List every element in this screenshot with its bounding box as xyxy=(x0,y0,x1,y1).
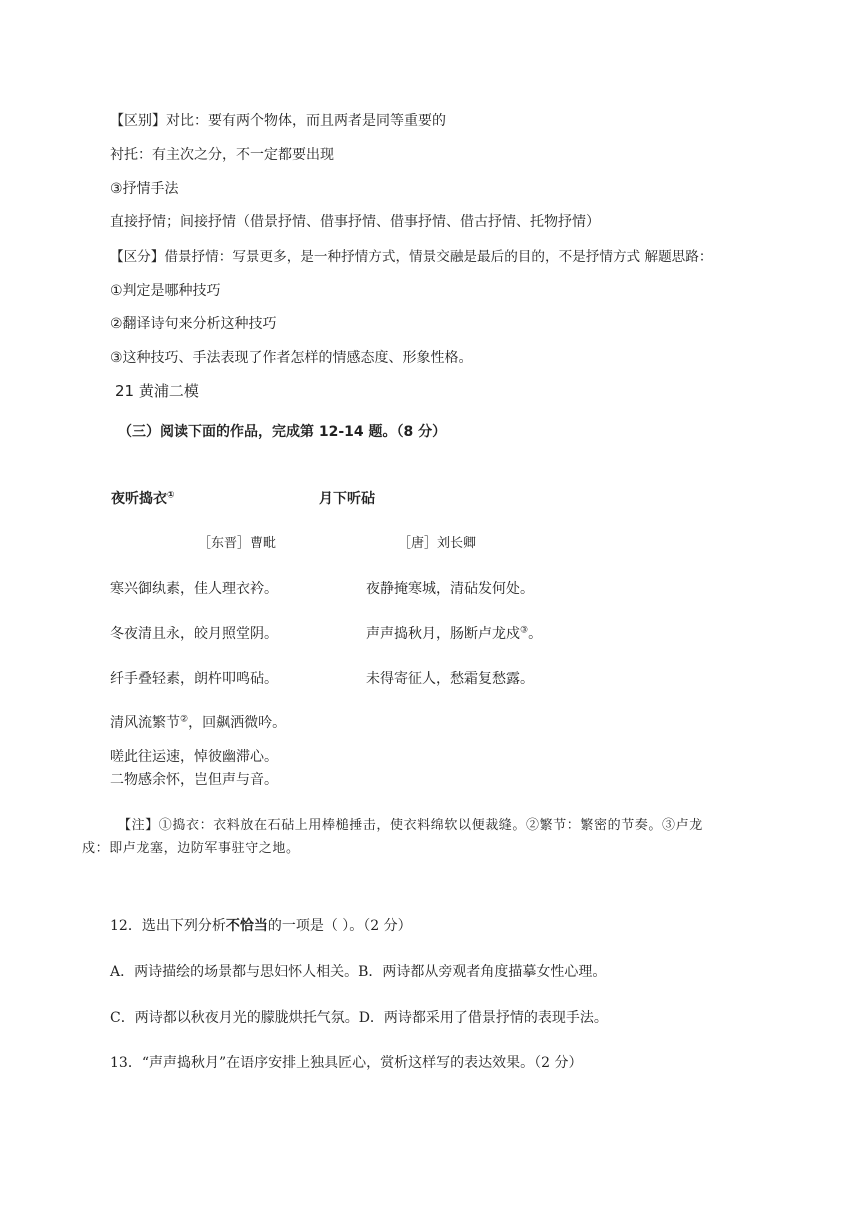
poem2-line-3: 未得寄征人，愁霜复愁露。 xyxy=(366,671,534,687)
q13-stem: 13．“声声捣秋月”在语序安排上独具匠心，赏析这样写的表达效果。（2 分） xyxy=(110,1055,583,1071)
q12-stem-pre: 12．选出下列分析 xyxy=(110,918,226,934)
poem1-title-note: ① xyxy=(167,490,175,501)
poem1-line-4-note: ② xyxy=(180,714,189,725)
poem1-line-4-a: 清风流繁节 xyxy=(110,715,180,731)
intro-line-2: 衬托：有主次之分，不一定都要出现 xyxy=(110,147,334,163)
intro-line-6: ①判定是哪种技巧 xyxy=(110,283,221,299)
poem1-line-2: 冬夜清且永，皎月照堂阴。 xyxy=(110,626,278,642)
poem2-title: 月下听砧 xyxy=(319,491,375,507)
poem1-line-6: 二物感余怀，岂但声与音。 xyxy=(110,772,278,788)
poem2-line-1: 夜静掩寒城，清砧发何处。 xyxy=(366,581,534,597)
intro-line-7: ②翻译诗句来分析这种技巧 xyxy=(110,316,277,332)
intro-line-3: ③抒情手法 xyxy=(110,181,179,197)
poem1-line-1: 寒兴御纨素，佳人理衣衿。 xyxy=(110,581,278,597)
exam-title: 21 黄浦二模 xyxy=(115,382,199,400)
poem1-line-3: 纤手叠轻素，朗杵叩鸣砧。 xyxy=(110,671,278,687)
q12-stem-post: 的一项是（ ）。（2 分） xyxy=(267,918,412,934)
poem1-title-text: 夜听捣衣 xyxy=(111,491,167,507)
poem2-line-2-a: 声声捣秋月，肠断卢龙戍 xyxy=(366,626,520,642)
poem1-line-5: 嗟此往运速，悼彼幽滞心。 xyxy=(110,749,278,765)
poem2-line-2-end: 。 xyxy=(528,626,543,642)
poem1-title xyxy=(111,490,175,508)
intro-line-5: 【区分】借景抒情：写景更多，是一种抒情方式，情景交融是最后的目的，不是抒情方式 解题思路： xyxy=(110,249,713,265)
notes-line-2: 戍：即卢龙塞，边防军事驻守之地。 xyxy=(82,841,300,856)
poem1-line-4-b: ，回飙洒微吟。 xyxy=(188,715,287,731)
poem2-line-2-note: ③ xyxy=(520,625,529,636)
intro-line-1: 【区别】对比：要有两个物体，而且两者是同等重要的 xyxy=(110,113,446,129)
poem1-line-4 xyxy=(110,714,286,732)
intro-line-4: 直接抒情；间接抒情（借景抒情、借事抒情、借事抒情、借古抒情、托物抒情） xyxy=(110,214,600,230)
q12-stem xyxy=(110,917,412,935)
poem2-author: ［唐］刘长卿 xyxy=(398,536,477,551)
poem2-line-2 xyxy=(366,625,542,643)
q12-stem-emphasis: 不恰当 xyxy=(225,918,268,934)
q12-option-ab: A．两诗描绘的场景都与思妇怀人相关。B．两诗都从旁观者角度描摹女性心理。 xyxy=(110,964,607,980)
q12-option-cd: C．两诗都以秋夜月光的朦胧烘托气氛。D．两诗都采用了借景抒情的表现手法。 xyxy=(110,1010,608,1026)
intro-line-8: ③这种技巧、手法表现了作者怎样的情感态度、形象性格。 xyxy=(110,350,473,366)
notes-line-1: 【注】①捣衣：衣料放在石砧上用棒槌捶击，使衣料绵软以便裁缝。②繁节：繁密的节奏。③卢龙 xyxy=(118,818,703,833)
poem1-author: ［东晋］曹毗 xyxy=(198,536,277,551)
section-heading: （三）阅读下面的作品，完成第 12-14 题。（8 分） xyxy=(118,424,447,440)
